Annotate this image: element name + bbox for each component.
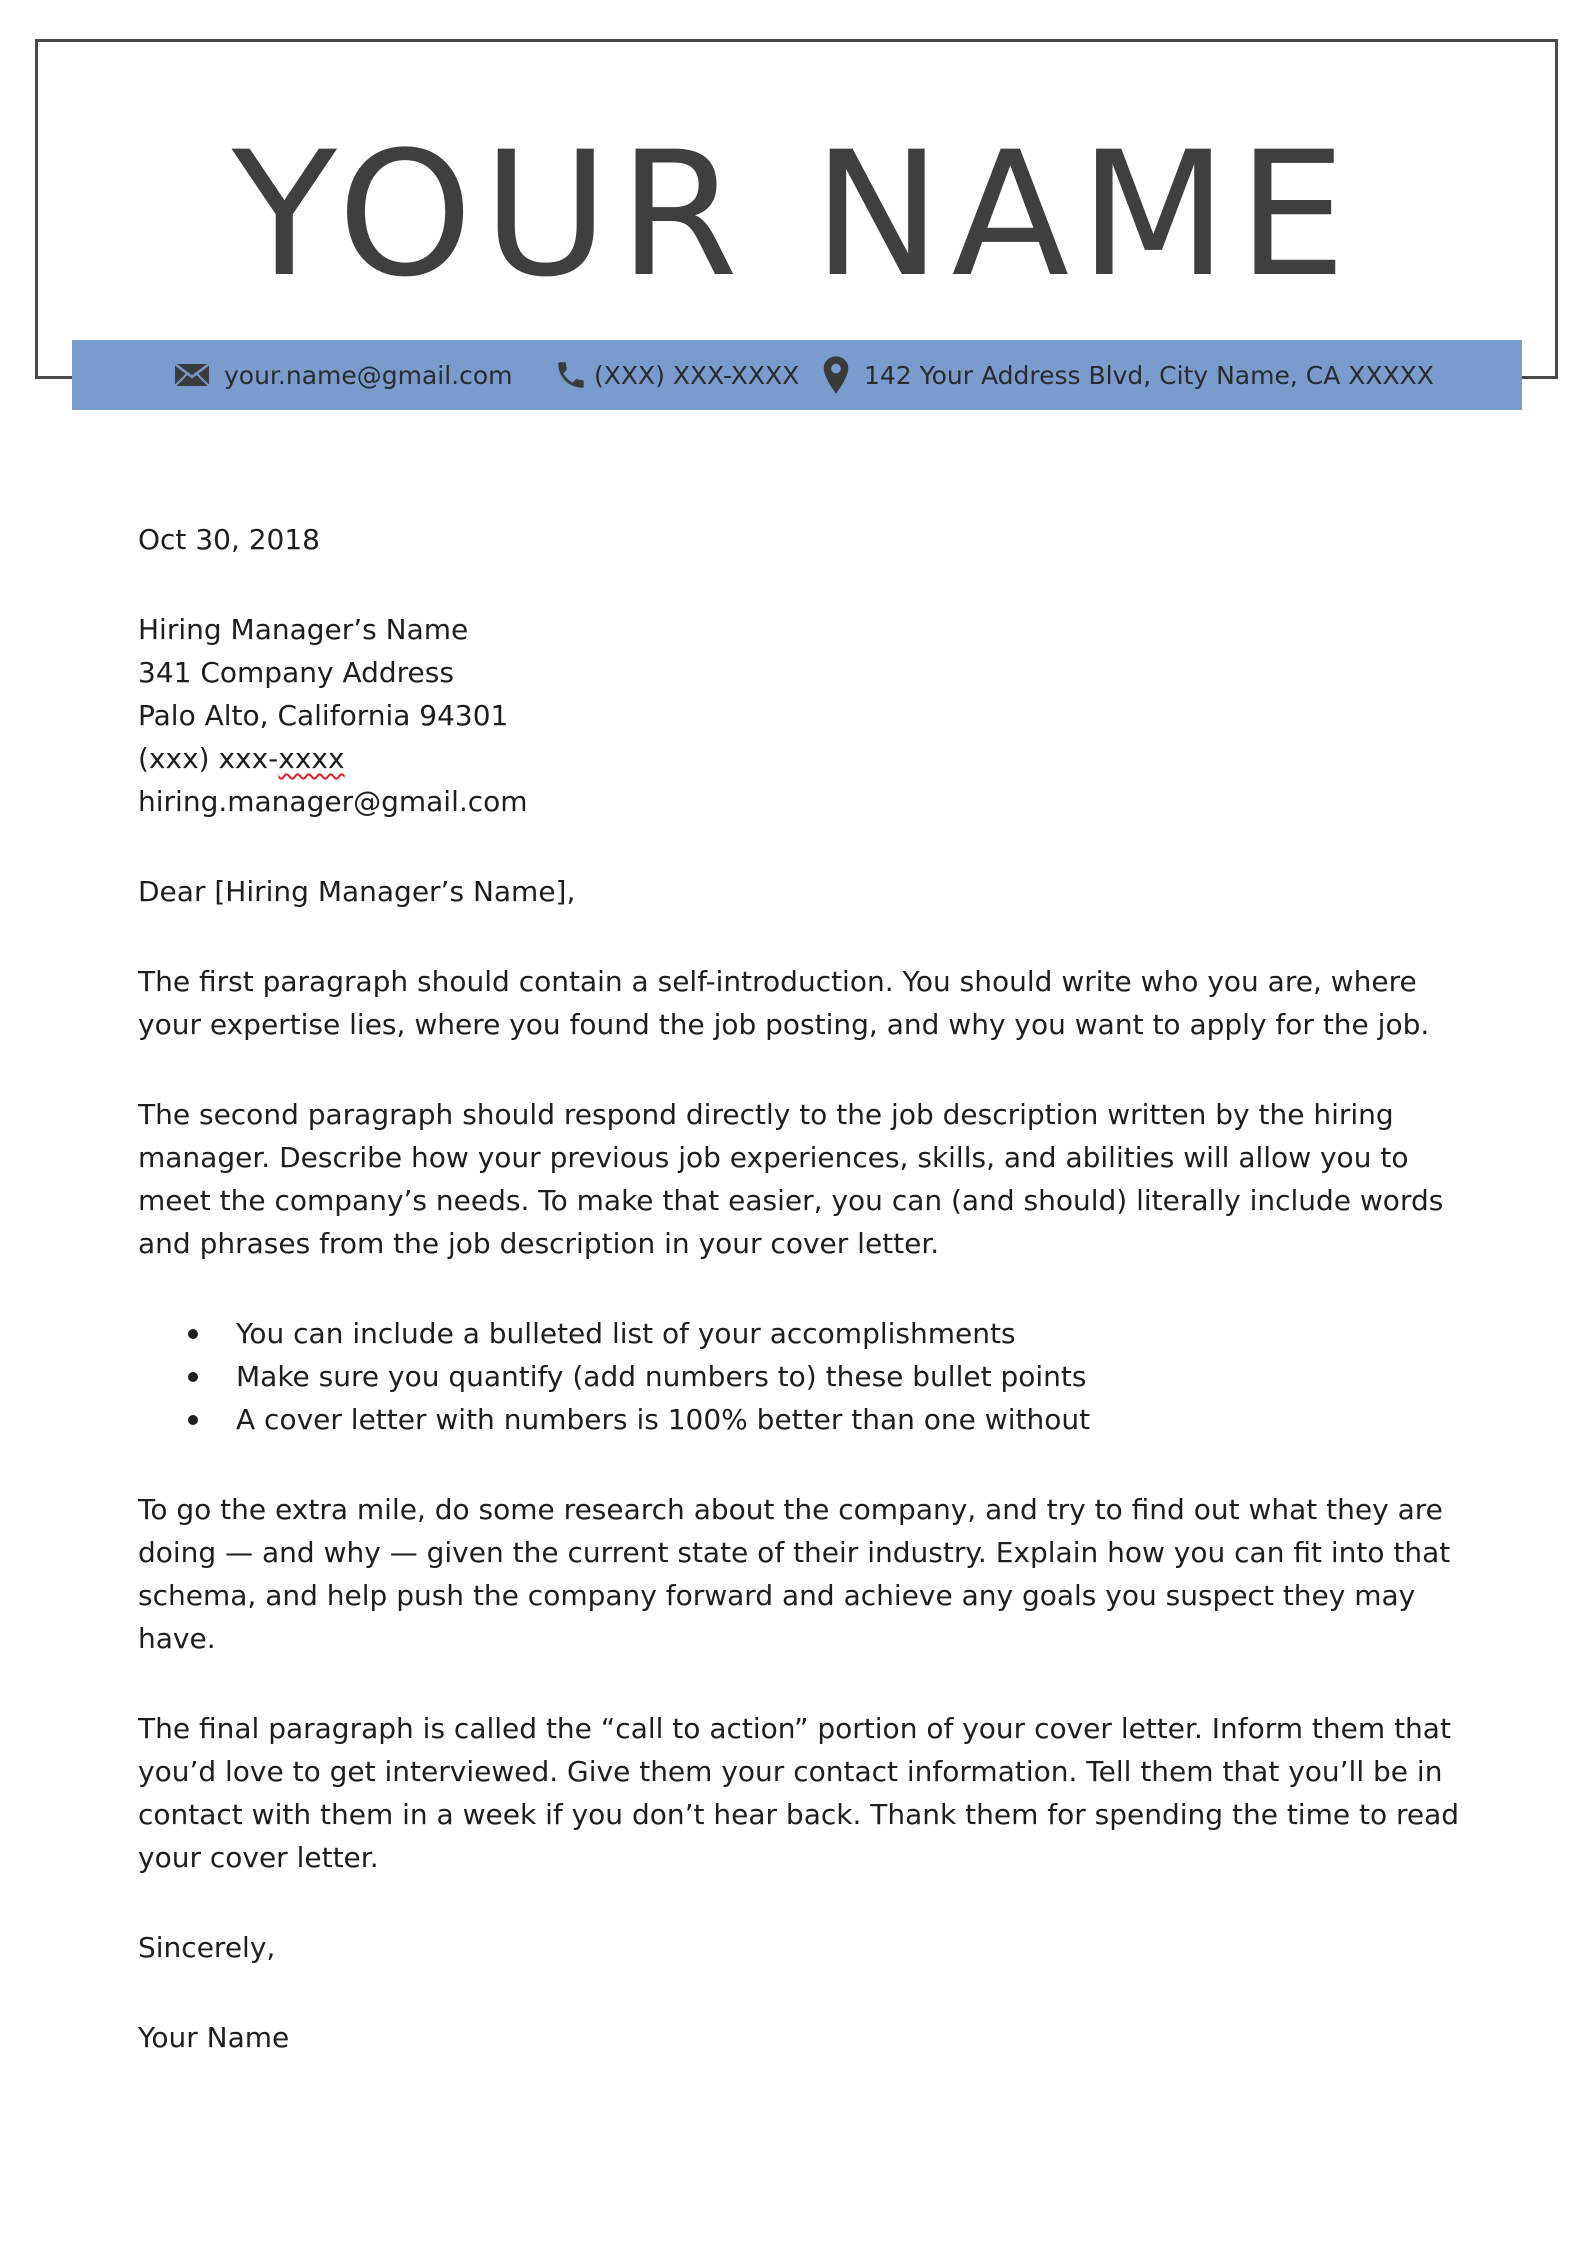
list-item: You can include a bulleted list of your accomplishments: [138, 1312, 1478, 1355]
recipient-phone: [138, 737, 1478, 780]
salutation: Dear [Hiring Manager’s Name],: [138, 875, 576, 908]
recipient-address: 341 Company Address: [138, 656, 454, 689]
recipient-phone-suffix: xxxx: [278, 742, 345, 775]
contact-phone[interactable]: [554, 340, 799, 410]
paragraph-call-to-action: The final paragraph is called the “call to action” portion of your cover letter. Inform them that you’d love to get interviewed. Give them your contact information. Tell them that you’ll be in contact with them in a week if you don’t hear back. Thank them for spending the time to read your cover letter.: [138, 1712, 1460, 1874]
list-item: A cover letter with numbers is 100% better than one without: [138, 1398, 1478, 1441]
paragraph-research: To go the extra mile, do some research about the company, and try to find out what they are doing — and why — given the current state of their industry. Explain how you can fit into that schema, and help push the company forward and achieve any goals you suspect they may have.: [138, 1493, 1451, 1655]
map-pin-icon: [822, 355, 850, 395]
accomplishment-list: [138, 1312, 1478, 1441]
phone-icon: [554, 358, 588, 392]
list-item: Make sure you quantify (add numbers to) these bullet points: [138, 1355, 1478, 1398]
closing: Sincerely,: [138, 1931, 276, 1964]
recipient-phone-prefix: (xxx) xxx-: [138, 742, 279, 775]
recipient-name: Hiring Manager’s Name: [138, 613, 469, 646]
contact-address-text: 142 Your Address Blvd, City Name, CA XXXXX: [864, 360, 1434, 390]
name-title: YOUR NAME: [231, 114, 1357, 315]
contact-address[interactable]: [822, 340, 1434, 410]
paragraph-job-match: The second paragraph should respond directly to the job description written by the hiring manager. Describe how your previous job experiences, skills, and abilities will allow you to meet the company’s needs. To make that easier, you can (and should) literally include words and phrases from the job description in your cover letter.: [138, 1098, 1444, 1260]
letter-body: [138, 518, 1478, 2059]
signature-name: Your Name: [138, 2021, 290, 2054]
paragraph-intro: The first paragraph should contain a self-introduction. You should write who you are, where your expertise lies, where you found the job posting, and why you want to apply for the job.: [138, 965, 1430, 1041]
envelope-icon: [174, 363, 210, 387]
recipient-city: Palo Alto, California 94301: [138, 699, 509, 732]
recipient-email: hiring.manager@gmail.com: [138, 785, 528, 818]
contact-email-text: your.name@gmail.com: [224, 360, 513, 390]
letter-date: Oct 30, 2018: [138, 523, 320, 556]
contact-phone-text: (XXX) XXX-XXXX: [594, 360, 800, 390]
contact-bar: [72, 340, 1522, 410]
contact-email[interactable]: [174, 340, 513, 410]
recipient-block: [138, 608, 1478, 823]
